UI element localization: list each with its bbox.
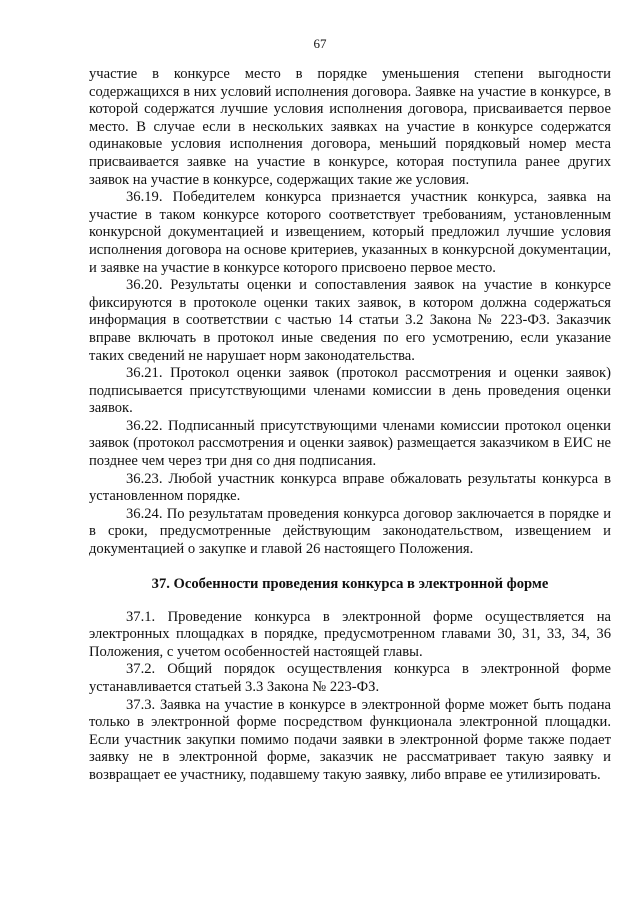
paragraph-37-3: 37.3. Заявка на участие в конкурсе в электронной форме может быть подана только в электронной форме посредством функционала электронной площадки. Если участник закупки помимо подачи заявки в электронной форме также подает заявку не в электронной форме, заказчик не рассматривает такую заявку и возвращает ее участнику, подавшему такую заявку, либо вправе ее утилизировать. <box>89 696 611 783</box>
paragraph-36-22: 36.22. Подписанный присутствующими членами комиссии протокол оценки заявок (протокол рассмотрения и оценки заявок) размещается заказчиком в ЕИС не позднее чем через три дня со дня подписания. <box>89 417 611 470</box>
paragraph-36-24: 36.24. По результатам проведения конкурса договор заключается в порядке и в сроки, предусмотренные действующим законодательством, извещением и документацией о закупке и главой 26 настоящего Положения. <box>89 505 611 558</box>
paragraph-36-20: 36.20. Результаты оценки и сопоставления заявок на участие в конкурсе фиксируются в протоколе оценки таких заявок, в котором должна содержаться информация в соответствии с частью 14 статьи 3.2 Закона № 223-ФЗ. Заказчик вправе включать в протокол иные сведения по его усмотрению, если указание таких сведений не нарушает норм законодательства. <box>89 277 611 364</box>
paragraph-37-1: 37.1. Проведение конкурса в электронной форме осуществляется на электронных площадках в порядке, предусмотренном главами 30, 31, 33, 34, 36 Положения, с учетом особенностей настоящей главы. <box>89 608 611 660</box>
paragraph-36-21: 36.21. Протокол оценки заявок (протокол рассмотрения и оценки заявок) подписывается присутствующими членами комиссии в день проведения оценки заявок. <box>89 365 611 417</box>
paragraph-36-23: 36.23. Любой участник конкурса вправе обжаловать результаты конкурса в установленном порядке. <box>89 470 611 505</box>
paragraph-continuation: участие в конкурсе место в порядке уменьшения степени выгодности содержащихся в них условий исполнения договора. Заявке на участие в конкурсе, в которой содержатся лучшие условия исполнения договора, присваивается первое место. В случае если в нескольких заявках на участие в конкурсе содержатся одинаковые условия исполнения договора, меньший порядковый номер места присваивается заявке на участие в конкурсе, которая поступила ранее других заявок на участие в конкурсе, содержащих такие же условия. <box>89 66 611 188</box>
page-number: 67 <box>313 36 327 51</box>
document-body <box>89 66 611 785</box>
section-heading: 37. Особенности проведения конкурса в электронной форме <box>151 575 549 592</box>
paragraph-36-19: 36.19. Победителем конкурса признается участник конкурса, заявка на участие в таком конкурсе которого соответствует требованиям, установленным конкурсной документацией и извещением, который предложил лучшие условия исполнения договора на основе критериев, указанных в конкурсной документации, и заявке на участие в конкурсе которого присвоено первое место. <box>89 189 611 276</box>
paragraph-37-2: 37.2. Общий порядок осуществления конкурса в электронной форме устанавливается статьей 3.3 Закона № 223-ФЗ. <box>89 661 611 695</box>
